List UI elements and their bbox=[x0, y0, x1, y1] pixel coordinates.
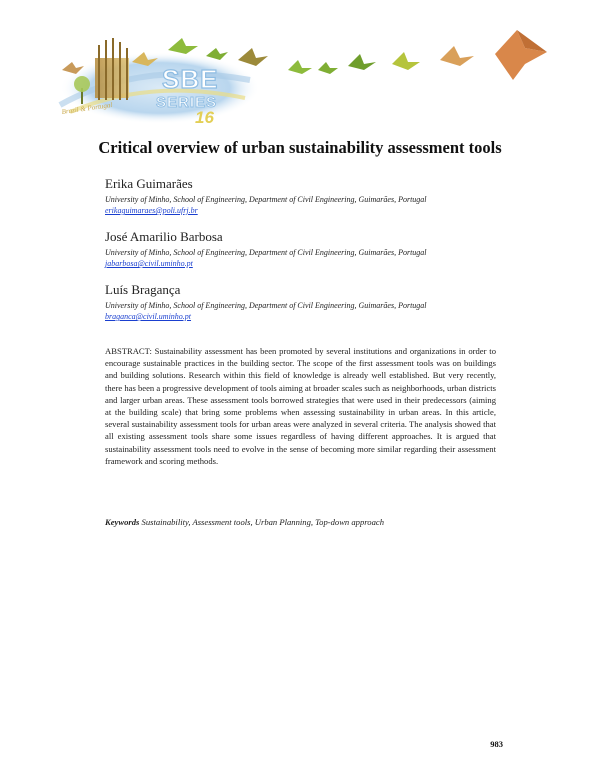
bird-icon bbox=[288, 60, 312, 74]
wooden-structure-icon bbox=[95, 38, 129, 100]
author-affiliation: University of Minho, School of Engineering, Department of Civil Engineering, Guimarães, Portugal bbox=[105, 248, 427, 257]
author-affiliation: University of Minho, School of Engineering, Department of Civil Engineering, Guimarães, Portugal bbox=[105, 301, 427, 310]
logo-series: SERIES bbox=[156, 94, 218, 111]
logo-sbe: SBE bbox=[162, 64, 219, 94]
conference-banner bbox=[0, 0, 600, 130]
author-name: Erika Guimarães bbox=[105, 176, 193, 191]
bird-icon bbox=[495, 30, 547, 80]
author-email-link[interactable]: jabarbosa@civil.uminho.pt bbox=[105, 259, 193, 268]
paper-title: Critical overview of urban sustainability assessment tools bbox=[98, 138, 502, 157]
logo-location: Brazil & Portugal bbox=[61, 100, 113, 116]
author-block bbox=[105, 229, 505, 269]
keywords-line bbox=[105, 516, 496, 528]
author-affiliation: University of Minho, School of Engineering, Department of Civil Engineering, Guimarães, Portugal bbox=[105, 195, 427, 204]
keywords-text: Sustainability, Assessment tools, Urban Planning, Top-down approach bbox=[141, 517, 385, 527]
author-name: José Amarilio Barbosa bbox=[105, 229, 223, 244]
bird-icon bbox=[168, 38, 198, 54]
bird-icon bbox=[348, 54, 376, 70]
author-email-link[interactable]: erikaguimaraes@poli.ufrj.br bbox=[105, 206, 198, 215]
keywords-label: Keywords bbox=[105, 517, 140, 527]
author-block bbox=[105, 282, 505, 322]
abstract-paragraph: ABSTRACT: Sustainability assessment has been promoted by several institutions and organizations in order to encourage sustainable practices in the building sector. The scope of the first assessment tools was on buildings and building solutions. Research within this field of knowledge is already well established. But very recently, there has been a progressive development of tools aiming at broader scales such as neighborhoods, urban districts and larger urban areas. These assessment tools borrowed strategies that were used in their predecessors (aiming at the building scale) that bring some problems when assessing sustainability in urban areas. In this article, several sustainability assessment tools for urban areas were analyzed in several criteria. The analysis showed that all existing assessment tools share some issues regardless of having different approaches. It is argued that sustainability assessment tools need to evolve in the sense of becoming more similar regarding their assessment framework and scoring methods. bbox=[105, 346, 496, 466]
bird-icon bbox=[238, 48, 268, 66]
page-number: 983 bbox=[490, 739, 503, 749]
author-name: Luís Bragança bbox=[105, 282, 181, 297]
bird-icon bbox=[318, 62, 338, 74]
logo-year: 16 bbox=[195, 108, 214, 127]
bird-icon bbox=[392, 52, 420, 70]
author-block bbox=[105, 176, 505, 216]
bird-icon bbox=[440, 46, 474, 66]
author-email-link[interactable]: braganca@civil.uminho.pt bbox=[105, 312, 192, 321]
